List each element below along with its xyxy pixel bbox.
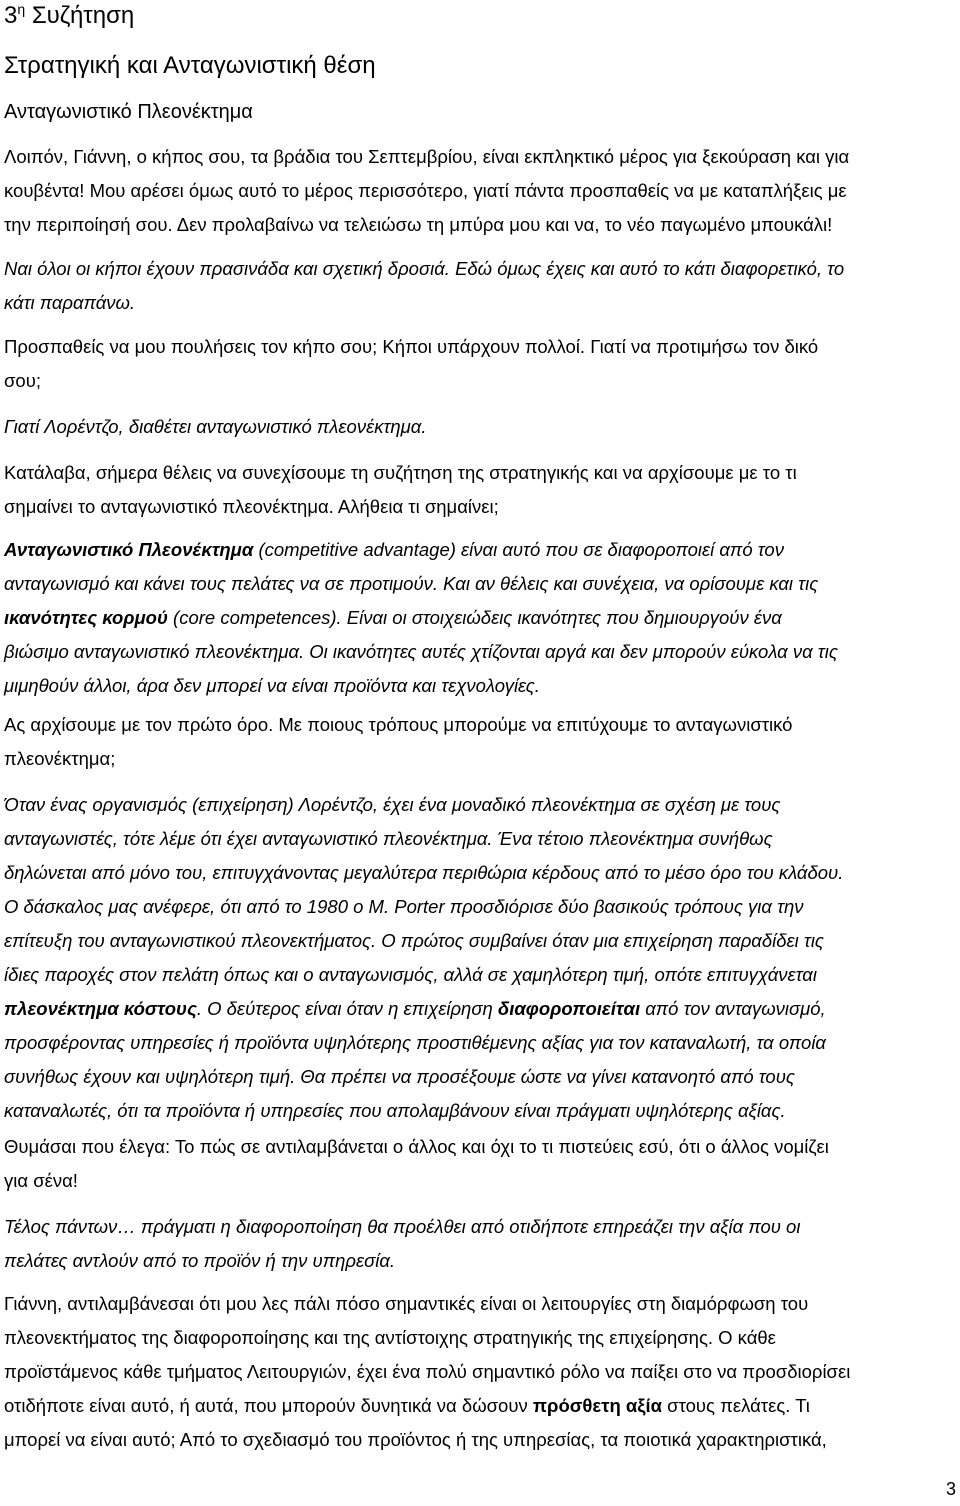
text-line: Κατάλαβα, σήμερα θέλεις να συνεχίσουμε τη συζήτηση της στρατηγικής και να αρχίσουμε με το τι <box>4 462 797 483</box>
text-line: σου; <box>4 370 41 391</box>
text-line: Γιατί Λορέντζο, διαθέτει ανταγωνιστικό πλεονέκτημα. <box>4 416 427 437</box>
paragraph-2 <box>4 252 952 320</box>
text-line: ανταγωνιστές, τότε λέμε ότι έχει ανταγωνιστικό πλεονέκτημα. Ένα τέτοιο πλεονέκτημα συνήθως <box>4 828 773 849</box>
bold-term: Ανταγωνιστικό Πλεονέκτημα <box>4 539 254 560</box>
text-line <box>4 992 952 1026</box>
text-line: Όταν ένας οργανισμός (επιχείρηση) Λορέντζο, έχει ένα μοναδικό πλεονέκτημα σε σχέση με τους <box>4 794 781 815</box>
text-line <box>4 601 952 635</box>
text-line: κουβέντα! Μου αρέσει όμως αυτό το μέρος περισσότερο, γιατί πάντα προσπαθείς να με καταπλήξεις με <box>4 180 847 201</box>
paragraph-6 <box>4 533 952 703</box>
paragraph-9 <box>4 1130 952 1198</box>
text-line: Ο δάσκαλος μας ανέφερε, ότι από το 1980 ο Μ. Porter προσδιόρισε δύο βασικούς τρόπους για την <box>4 896 804 917</box>
text-line: την περιποίησή σου. Δεν προλαβαίνω να τελειώσω τη μπύρα μου και να, το νέο παγωμένο μπουκάλι! <box>4 214 833 235</box>
text-line: Ναι όλοι οι κήποι έχουν πρασινάδα και σχετική δροσιά. Εδώ όμως έχεις και αυτό το κάτι διαφορετικό, το <box>4 258 845 279</box>
text-run: (competitive advantage) είναι αυτό που σε διαφοροποιεί από τον <box>253 539 784 560</box>
text-line: Λοιπόν, Γιάννη, ο κήπος σου, τα βράδια του Σεπτεμβρίου, είναι εκπληκτικό μέρος για ξεκούραση και για <box>4 146 850 167</box>
bold-term: πρόσθετη αξία <box>532 1395 663 1416</box>
text-line: ανταγωνισμό και κάνει τους πελάτες να σε προτιμούν. Και αν θέλεις και συνέχεια, να ορίσουμε και τις <box>4 573 819 594</box>
text-line: συνήθως έχουν και υψηλότερη τιμή. Θα πρέπει να προσέξουμε ώστε να γίνει κατανοητό από τους <box>4 1066 795 1087</box>
page-number: 3 <box>945 1479 956 1499</box>
chapter-title: Συζήτηση <box>31 2 135 29</box>
chapter-number: 3 <box>4 2 18 29</box>
subsection-title: Ανταγωνιστικό Πλεονέκτημα <box>4 101 253 123</box>
text-line: πελάτες αντλούν από το προϊόν ή την υπηρεσία. <box>4 1250 396 1271</box>
chapter-ordinal-superscript: η <box>17 1 26 17</box>
bold-term: ικανότητες κορμού <box>4 607 168 628</box>
text-line: κάτι παραπάνω. <box>4 292 136 313</box>
text-line: προσφέροντας υπηρεσίες ή προϊόντα υψηλότερης προστιθέμενης αξίας για τον καταναλωτή, τα οποία <box>4 1032 826 1053</box>
text-line: πλεονεκτήματος της διαφοροποίησης και της αντίστοιχης στρατηγικής της επιχείρησης. Ο κάθε <box>4 1327 776 1348</box>
text-line: για σένα! <box>4 1170 78 1191</box>
paragraph-8 <box>4 788 952 1128</box>
paragraph-7 <box>4 708 952 776</box>
text-line: Τέλος πάντων… πράγματι η διαφοροποίηση θα προέλθει από οτιδήποτε επηρεάζει την αξία που οι <box>4 1216 801 1237</box>
text-line: βιώσιμο ανταγωνιστικό πλεονέκτημα. Οι ικανότητες αυτές χτίζονται αργά και δεν μπορούν εύκολα να τις <box>4 641 838 662</box>
text-line: Θυμάσαι που έλεγα: Το πώς σε αντιλαμβάνεται ο άλλος και όχι το τι πιστεύεις εσύ, ότι ο άλλος νομίζει <box>4 1136 829 1157</box>
paragraph-11 <box>4 1287 952 1457</box>
text-line: Προσπαθείς να μου πουλήσεις τον κήπο σου; Κήποι υπάρχουν πολλοί. Γιατί να προτιμήσω τον δικό <box>4 336 819 357</box>
text-line: προϊστάμενος κάθε τμήματος Λειτουργιών, έχει ένα πολύ σημαντικό ρόλο να παίξει στο να προσδιορίσει <box>4 1361 851 1382</box>
chapter-heading <box>4 0 134 32</box>
text-line: μπορεί να είναι αυτό; Από το σχεδιασμό του προϊόντος ή της υπηρεσίας, τα ποιοτικά χαρακτηριστικά, <box>4 1429 827 1450</box>
text-line: σημαίνει το ανταγωνιστικό πλεονέκτημα. Αλήθεια τι σημαίνει; <box>4 496 499 517</box>
text-run: στους πελάτες. Τι <box>662 1395 810 1416</box>
section-title: Στρατηγική και Ανταγωνιστική θέση <box>4 52 376 79</box>
text-line: καταναλωτές, ότι τα προϊόντα ή υπηρεσίες που απολαμβάνουν είναι πράγματι υψηλότερης αξίας. <box>4 1100 786 1121</box>
paragraph-5 <box>4 456 952 524</box>
text-run: οτιδήποτε είναι αυτό, ή αυτά, που μπορούν δυνητικά να δώσουν <box>4 1395 533 1416</box>
text-line: Ας αρχίσουμε με τον πρώτο όρο. Με ποιους τρόπους μπορούμε να επιτύχουμε το ανταγωνιστικό <box>4 714 793 735</box>
paragraph-3 <box>4 330 952 398</box>
bold-term: πλεονέκτημα κόστους <box>4 998 197 1019</box>
bold-term: διαφοροποιείται <box>497 998 641 1019</box>
text-line <box>4 533 952 567</box>
text-line: πλεονέκτημα; <box>4 748 116 769</box>
text-run: . Ο δεύτερος είναι όταν η επιχείρηση <box>196 998 498 1019</box>
text-run: από τον ανταγωνισμό, <box>640 998 826 1019</box>
paragraph-1 <box>4 140 952 242</box>
paragraph-10 <box>4 1210 952 1278</box>
text-line <box>4 1389 952 1423</box>
text-line: Γιάννη, αντιλαμβάνεσαι ότι μου λες πάλι πόσο σημαντικές είναι οι λειτουργίες στη διαμόρφωση του <box>4 1293 809 1314</box>
paragraph-4 <box>4 410 952 444</box>
text-line: δηλώνεται από μόνο του, επιτυγχάνοντας μεγαλύτερα περιθώρια κέρδους από το μέσο όρο του κλάδου. <box>4 862 844 883</box>
text-run: (core competences). Είναι οι στοιχειώδεις ικανότητες που δημιουργούν ένα <box>167 607 782 628</box>
text-line: μιμηθούν άλλοι, άρα δεν μπορεί να είναι προϊόντα και τεχνολογίες. <box>4 675 540 696</box>
text-line: ίδιες παροχές στον πελάτη όπως και ο ανταγωνισμός, αλλά σε χαμηλότερη τιμή, οπότε επιτυγχάνεται <box>4 964 817 985</box>
text-line: επίτευξη του ανταγωνιστικού πλεονεκτήματος. Ο πρώτος συμβαίνει όταν μια επιχείρηση παραδίδει τις <box>4 930 824 951</box>
